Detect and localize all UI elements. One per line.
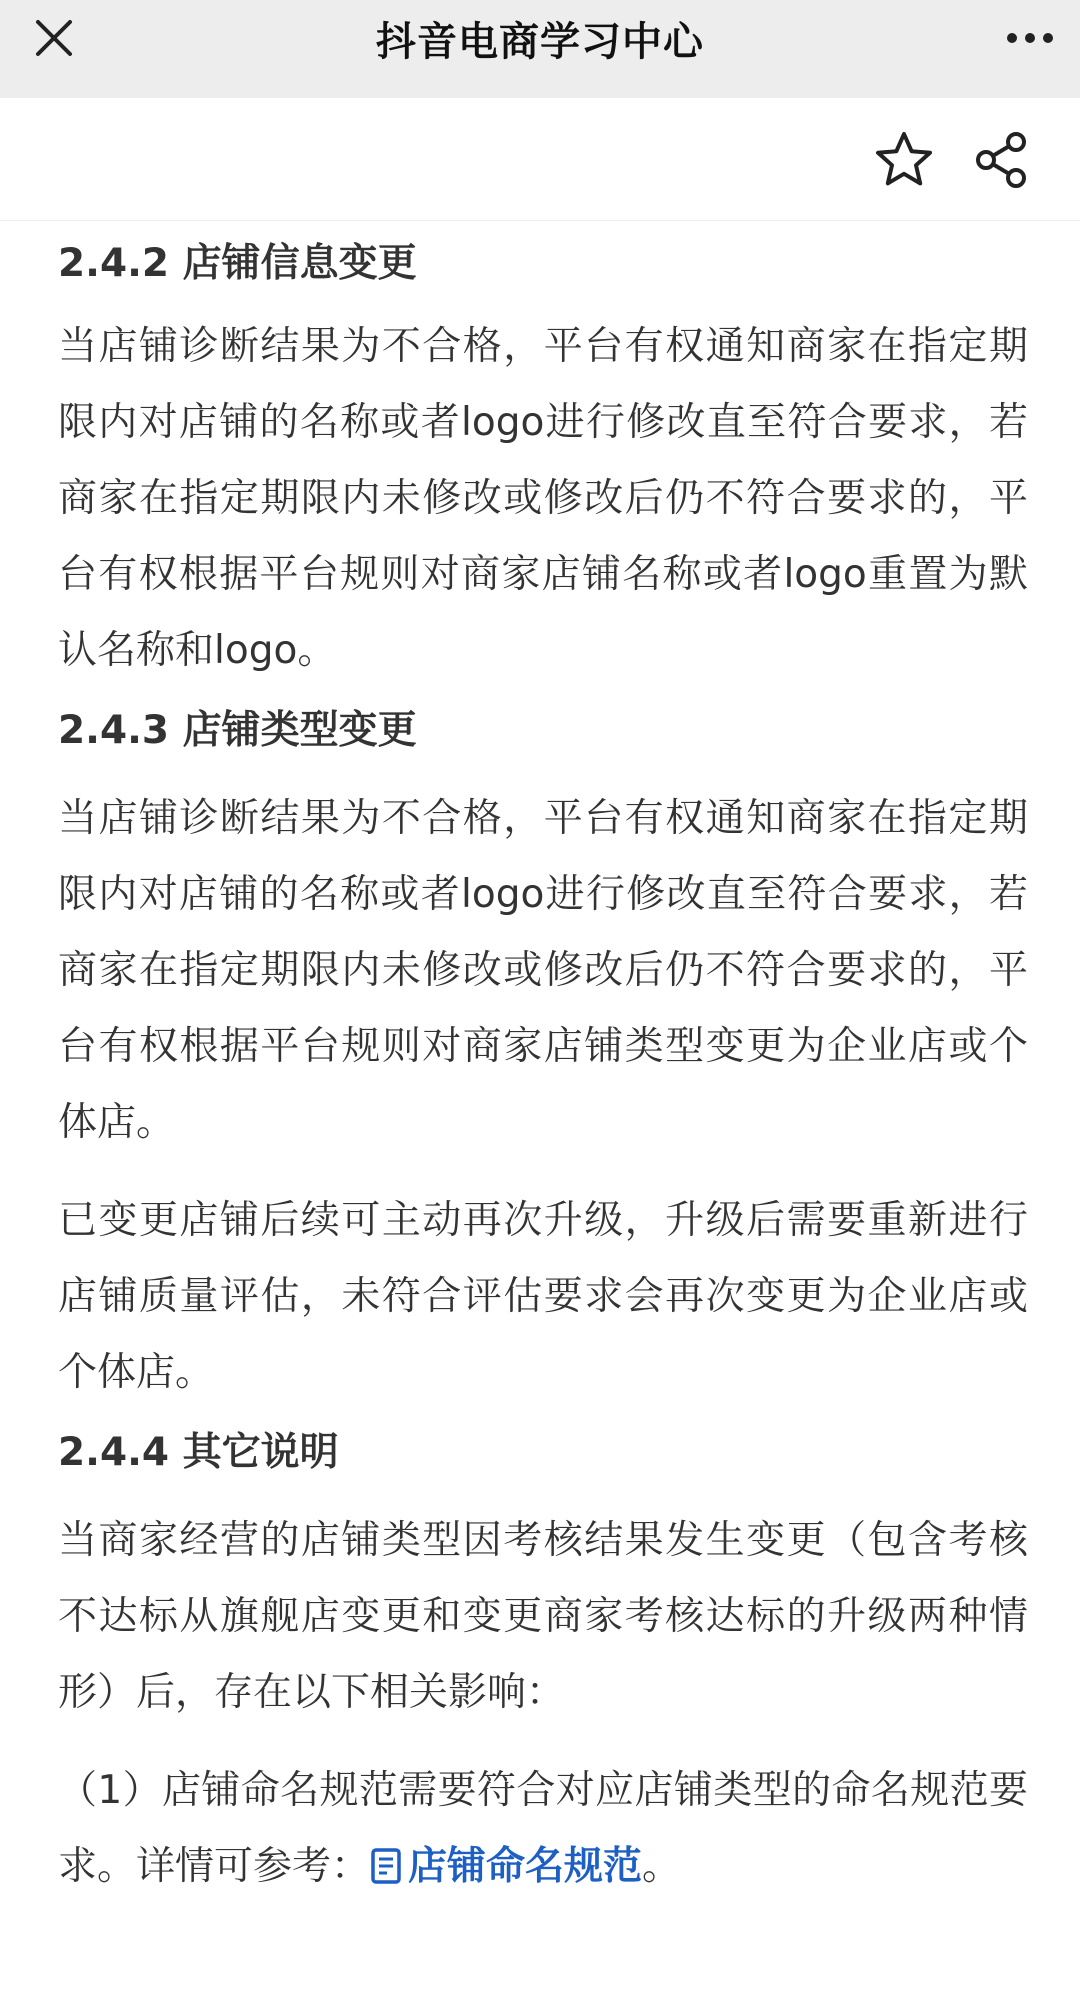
document-icon <box>370 1847 402 1885</box>
title-bar <box>0 0 1080 98</box>
section-2-4-3-paragraph-2: 已变更店铺后续可主动再次升级，升级后需要重新进行店铺质量评估，未符合评估要求会再次变更为企业店或个体店。 <box>58 1198 1028 1395</box>
list-item-1-suffix: 。 <box>642 1844 682 1889</box>
article-toolbar <box>0 98 1080 221</box>
list-item-1-text: （1）店铺命名规范需要符合对应店铺类型的命名规范要求。详情可参考： <box>58 1768 1028 1889</box>
store-naming-rules-link[interactable] <box>370 1844 642 1889</box>
star-icon[interactable] <box>872 128 936 192</box>
store-naming-rules-link-label: 店铺命名规范 <box>408 1844 643 1889</box>
section-heading-2-4-4: 2.4.4 其它说明 <box>58 1430 339 1475</box>
article-body <box>58 220 1028 1905</box>
page-title: 抖音电商学习中心 <box>376 19 704 65</box>
section-heading-2-4-2: 2.4.2 店铺信息变更 <box>58 241 417 286</box>
more-dots-icon[interactable] <box>1000 8 1060 68</box>
section-2-4-2-paragraph: 当店铺诊断结果为不合格，平台有权通知商家在指定期限内对店铺的名称或者logo进行修改直至符合要求，若商家在指定期限内未修改或修改后仍不符合要求的，平台有权根据平台规则对商家店铺名称或者logo重置为默认名称和logo。 <box>58 324 1028 673</box>
section-heading-2-4-3: 2.4.3 店铺类型变更 <box>58 708 417 753</box>
section-2-4-4-paragraph: 当商家经营的店铺类型因考核结果发生变更（包含考核不达标从旗舰店变更和变更商家考核达标的升级两种情形）后，存在以下相关影响： <box>58 1518 1028 1715</box>
section-2-4-3-paragraph-1: 当店铺诊断结果为不合格，平台有权通知商家在指定期限内对店铺的名称或者logo进行修改直至符合要求，若商家在指定期限内未修改或修改后仍不符合要求的，平台有权根据平台规则对商家店铺类型变更为企业店或个体店。 <box>58 796 1028 1145</box>
share-icon[interactable] <box>970 128 1034 192</box>
list-item-1 <box>58 1753 1028 1905</box>
